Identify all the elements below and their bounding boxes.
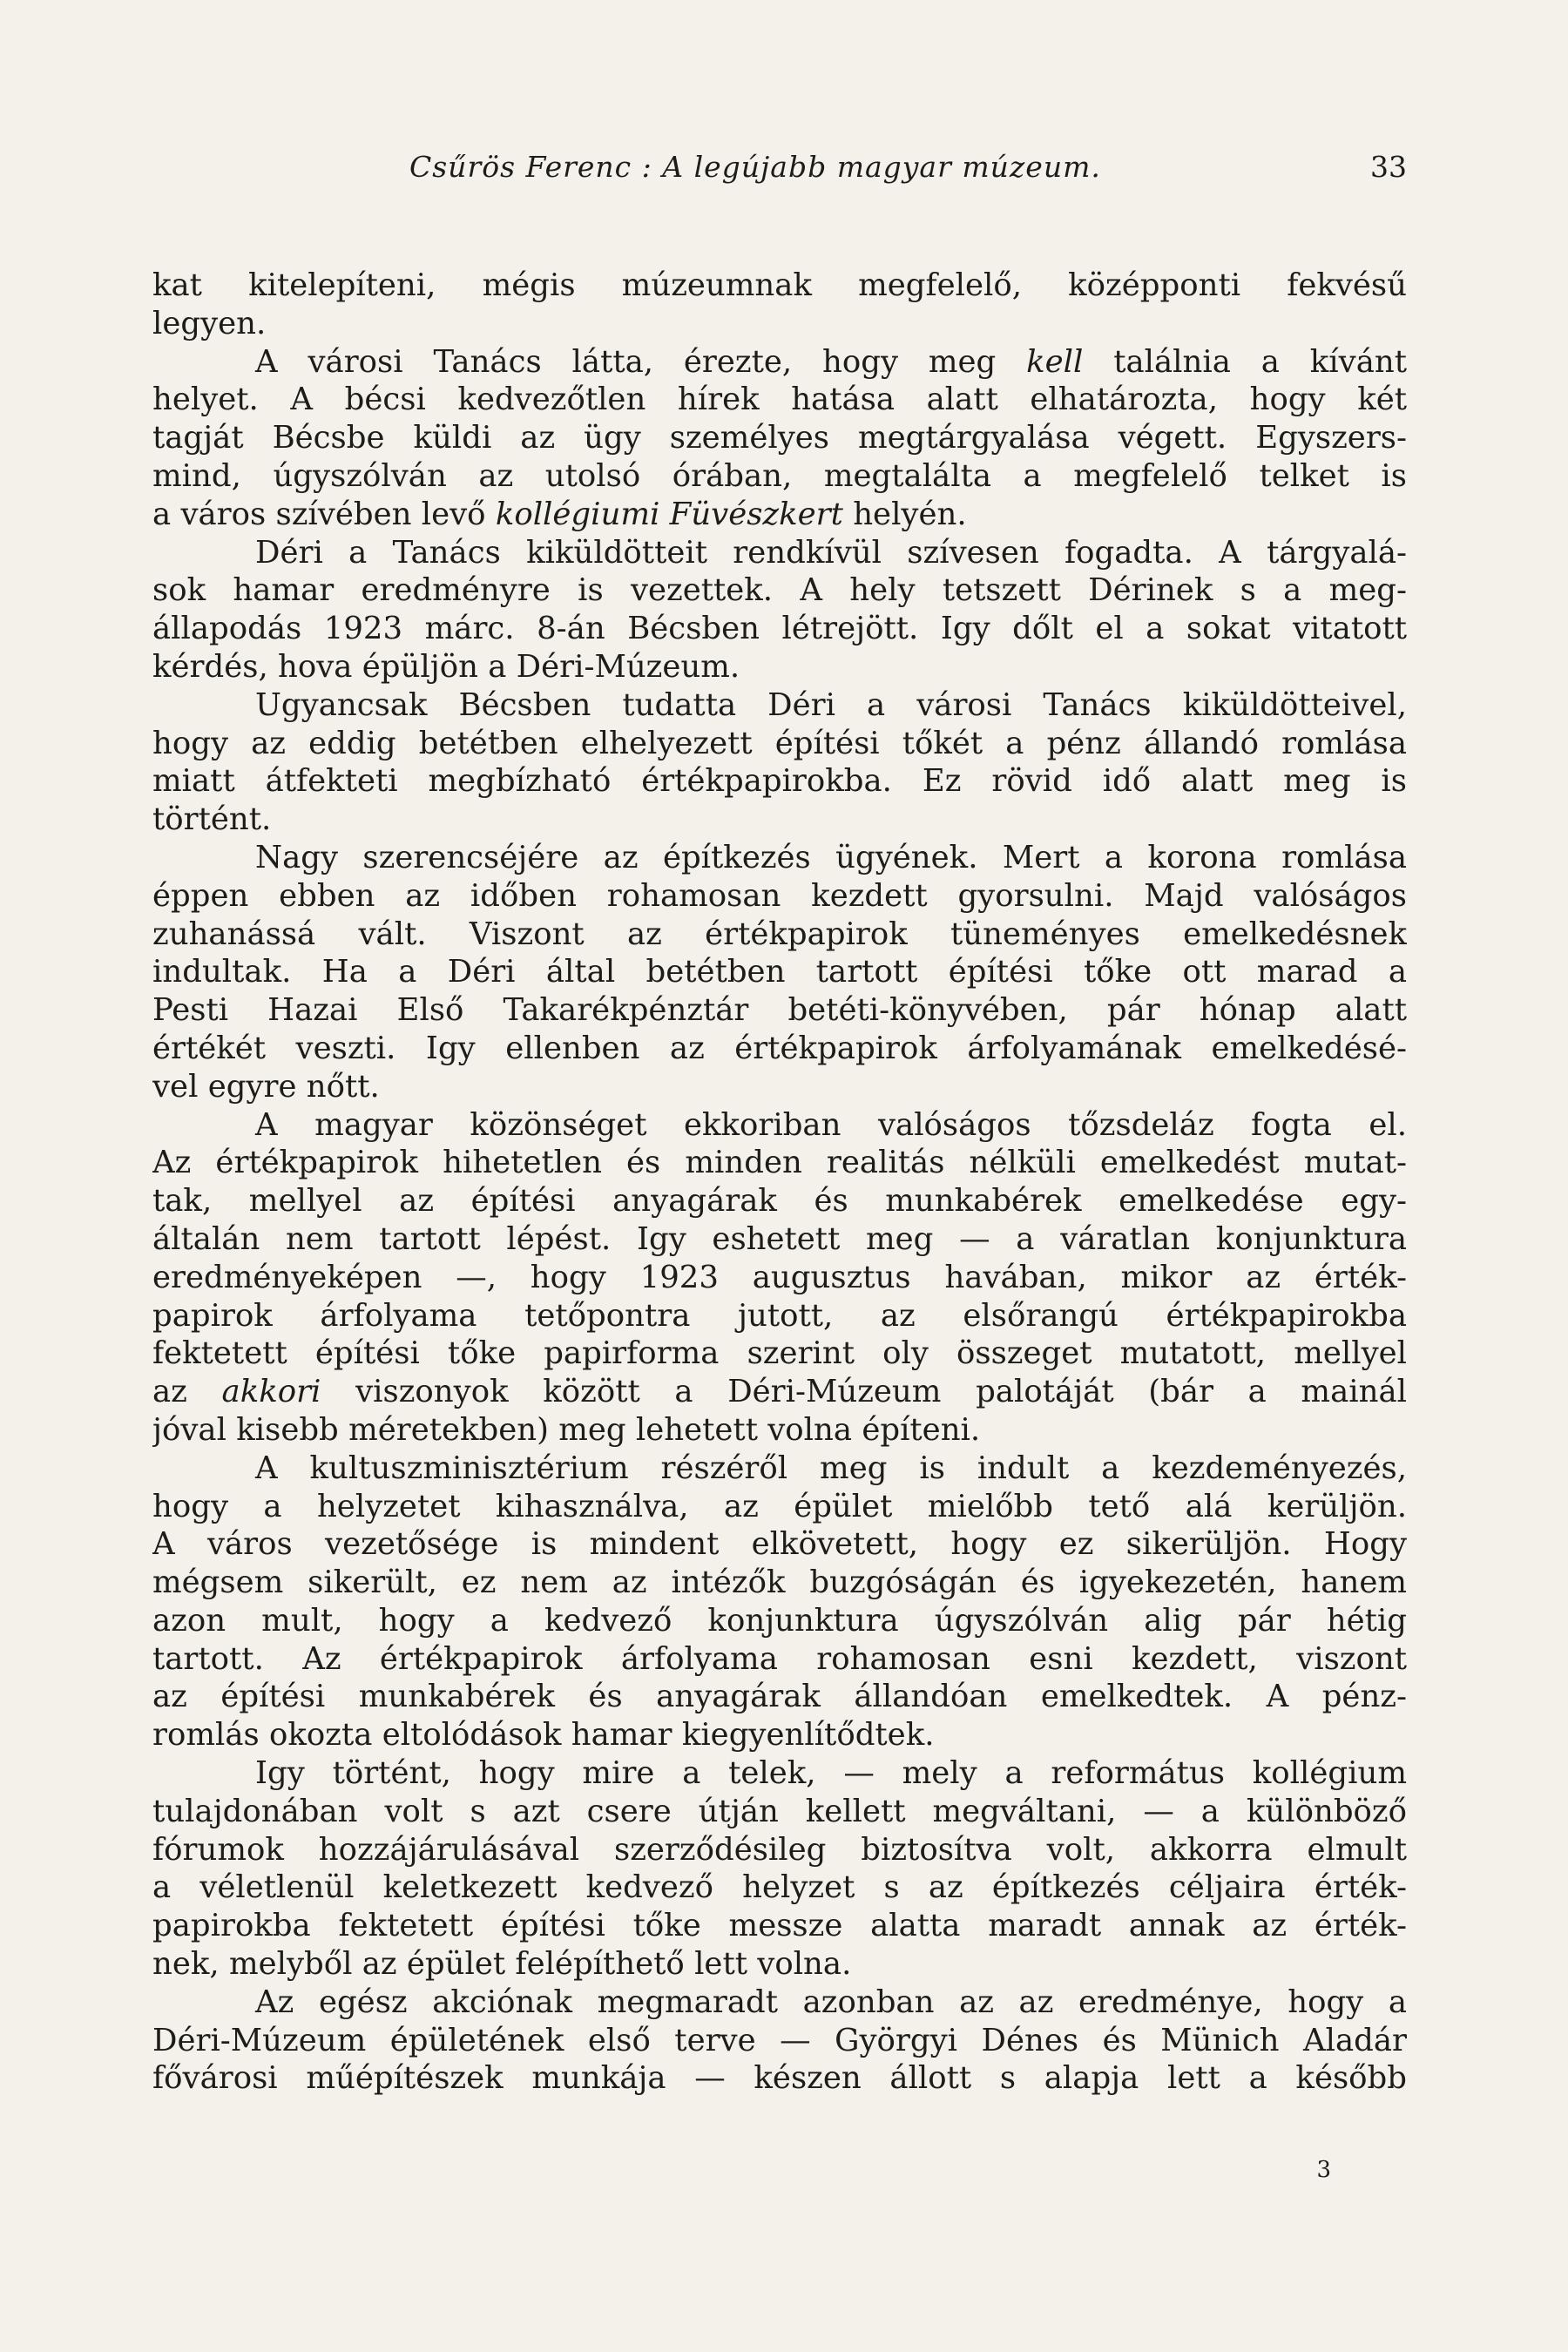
signature-mark: 3: [1316, 2157, 1331, 2183]
text-line: Az egész akciónak megmaradt azonban az az eredménye, hogy a: [255, 1984, 1407, 2020]
text-line: mégsem sikerült, ez nem az intézők buzgóságán és igyekezetén, hanem: [152, 1565, 1407, 1601]
text-line: papirok árfolyama tetőpontra jutott, az elsőrangú értékpapirokba: [152, 1297, 1407, 1334]
text-line: értékét veszti. Igy ellenben az értékpapirok árfolyamának emelkedésé-: [152, 1030, 1407, 1066]
text-line: azon mult, hogy a kedvező konjunktura úgyszólván alig pár hétig: [152, 1602, 1407, 1639]
text-line: az építési munkabérek és anyagárak állandóan emelkedtek. A pénz-: [152, 1679, 1407, 1715]
text-line: papirokba fektetett építési tőke messze alatta maradt annak az érték-: [152, 1908, 1407, 1944]
text-line: az akkori viszonyok között a Déri-Múzeum palotáját (bár a mainál: [152, 1374, 1407, 1410]
text-line: fektetett építési tőke papirforma szerint oly összeget mutatott, mellyel: [152, 1335, 1407, 1372]
text-line: Pesti Hazai Első Takarékpénztár betéti-könyvében, pár hónap alatt: [152, 992, 1407, 1029]
text-line: A magyar közönséget ekkoriban valóságos tőzsdeláz fogta el.: [255, 1106, 1407, 1143]
text-line: tulajdonában volt s azt csere útján kellett megváltani, — a különböző: [152, 1793, 1407, 1829]
text-line: Ugyancsak Bécsben tudatta Déri a városi Tanács kiküldötteivel,: [255, 686, 1407, 723]
text-line: Déri-Múzeum épületének első terve — Györgyi Dénes és Münich Aladár: [152, 2022, 1407, 2058]
text-line: a véletlenül keletkezett kedvező helyzet s az építkezés céljaira érték-: [152, 1869, 1407, 1906]
text-line: kérdés, hova épüljön a Déri-Múzeum.: [152, 648, 740, 685]
text-line: Az értékpapirok hihetetlen és minden realitás nélküli emelkedést mutat-: [152, 1145, 1407, 1181]
text-line: vel egyre nőtt.: [152, 1068, 380, 1105]
text-line: a város szívében levő kollégiumi Füvészkert helyén.: [152, 496, 967, 532]
text-line: hogy a helyzetet kihasználva, az épület mielőbb tető alá kerüljön.: [152, 1488, 1407, 1524]
text-line: eredményeképen —, hogy 1923 augusztus havában, mikor az érték-: [152, 1259, 1407, 1295]
text-line: fővárosi műépítészek munkája — készen állott s alapja lett a később: [152, 2060, 1407, 2097]
text-line: legyen.: [152, 305, 267, 341]
text-line: zuhanássá vált. Viszont az értékpapirok tüneményes emelkedésnek: [152, 916, 1407, 952]
text-line: Nagy szerencséjére az építkezés ügyének. Mert a korona romlása: [255, 839, 1407, 875]
text-line: helyet. A bécsi kedvezőtlen hírek hatása alatt elhatározta, hogy két: [152, 382, 1407, 418]
text-line: történt.: [152, 801, 272, 838]
text-line: állapodás 1923 márc. 8-án Bécsben létrejött. Igy dőlt el a sokat vitatott: [152, 611, 1407, 647]
body-text: [152, 267, 1407, 2098]
text-line: romlás okozta eltolódások hamar kiegyenlítődtek.: [152, 1717, 935, 1754]
text-line: Igy történt, hogy mire a telek, — mely a református kollégium: [255, 1755, 1407, 1792]
text-line: tartott. Az értékpapirok árfolyama rohamosan esni kezdett, viszont: [152, 1640, 1407, 1677]
text-line: miatt átfekteti megbízható értékpapirokba. Ez rövid idő alatt meg is: [152, 763, 1407, 800]
text-line: fórumok hozzájárulásával szerződésileg biztosítva volt, akkorra elmult: [152, 1831, 1407, 1868]
text-line: sok hamar eredményre is vezettek. A hely tetszett Dérinek s a meg-: [152, 572, 1407, 609]
running-title: Csűrös Ferenc : A legújabb magyar múzeum.: [409, 150, 1101, 184]
text-line: kat kitelepíteni, mégis múzeumnak megfelelő, középponti fekvésű: [152, 267, 1407, 303]
text-line: nek, melyből az épület felépíthető lett volna.: [152, 1946, 852, 1983]
text-line: indultak. Ha a Déri által betétben tartott építési tőke ott marad a: [152, 954, 1407, 990]
text-line: A kultuszminisztérium részéről meg is indult a kezdeményezés,: [255, 1450, 1407, 1486]
text-line: éppen ebben az időben rohamosan kezdett gyorsulni. Majd valóságos: [152, 877, 1407, 914]
text-line: Déri a Tanács kiküldötteit rendkívül szívesen fogadta. A tárgyalá-: [255, 534, 1407, 571]
text-line: jóval kisebb méretekben) meg lehetett volna építeni.: [152, 1411, 981, 1448]
text-line: mind, úgyszólván az utolsó órában, megtalálta a megfelelő telket is: [152, 457, 1407, 494]
running-header: [152, 141, 1407, 193]
page-number: 33: [1370, 150, 1407, 184]
text-line: általán nem tartott lépést. Igy eshetett meg — a váratlan konjunktura: [152, 1220, 1407, 1257]
text-line: A város vezetősége is mindent elkövetett, hogy ez sikerüljön. Hogy: [152, 1526, 1407, 1563]
text-line: tak, mellyel az építési anyagárak és munkabérek emelkedése egy-: [152, 1183, 1407, 1220]
text-line: hogy az eddig betétben elhelyezett építési tőkét a pénz állandó romlása: [152, 725, 1407, 761]
text-line: tagját Bécsbe küldi az ügy személyes megtárgyalása végett. Egyszers-: [152, 420, 1407, 456]
text-line: A városi Tanács látta, érezte, hogy meg kell találnia a kívánt: [255, 343, 1407, 380]
